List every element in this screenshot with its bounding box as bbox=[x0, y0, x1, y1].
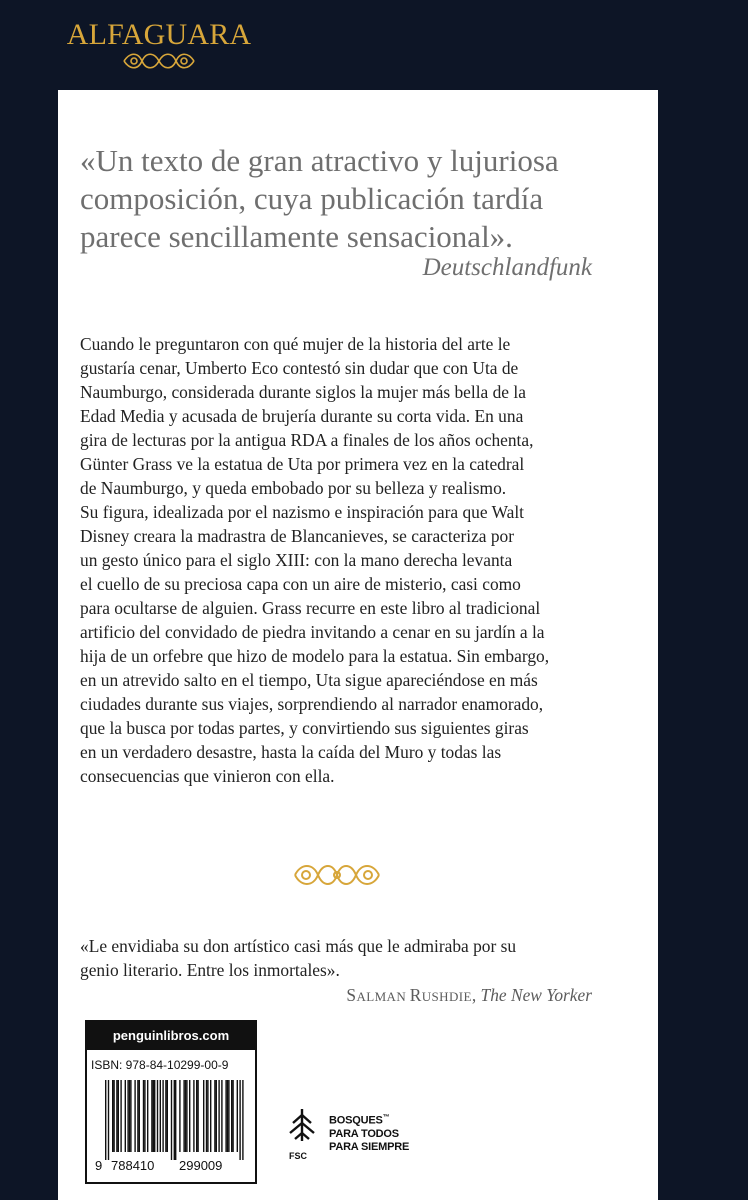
barcode-bar bbox=[196, 1080, 197, 1152]
barcode-bar bbox=[130, 1080, 131, 1152]
synopsis-line: ciudades durante sus viajes, sorprendiendo al narrador enamorado, bbox=[80, 694, 544, 714]
fsc-label: FSC bbox=[289, 1151, 307, 1161]
synopsis-line: de Naumburgo, y queda embobado por su belleza y realismo. bbox=[80, 478, 507, 498]
barcode-icon bbox=[95, 1080, 247, 1176]
barcode-bar bbox=[165, 1080, 166, 1152]
synopsis-line: Edad Media y acusada de brujería durante su corta vida. En una bbox=[80, 406, 524, 426]
barcode-bar bbox=[134, 1080, 135, 1152]
barcode-bar bbox=[193, 1080, 194, 1152]
synopsis-line: Cuando le preguntaron con qué mujer de la historia del arte le bbox=[80, 334, 511, 354]
synopsis-line: Disney creara la madrastra de Blancanieves, se caracteriza por bbox=[80, 526, 515, 546]
barcode-bar bbox=[154, 1080, 155, 1152]
fsc-slogan bbox=[329, 1111, 409, 1154]
blurb-publication: The New Yorker bbox=[480, 985, 592, 1005]
synopsis-line: en un verdadero desastre, hasta la caída del Muro y todas las bbox=[80, 742, 502, 762]
isbn-label: ISBN: 978-84-10299-00-9 bbox=[91, 1058, 229, 1072]
barcode-bar bbox=[186, 1080, 187, 1152]
blurb-source bbox=[300, 985, 592, 1006]
barcode-bar bbox=[225, 1080, 226, 1152]
barcode-bar bbox=[232, 1080, 233, 1152]
barcode-bar bbox=[171, 1080, 172, 1160]
barcode-bar bbox=[157, 1080, 158, 1152]
barcode-bar bbox=[167, 1080, 168, 1152]
barcode-box bbox=[85, 1020, 257, 1184]
publisher-website: penguinlibros.com bbox=[87, 1022, 255, 1050]
synopsis-line: Naumburgo, considerada durante siglos la mujer más bella de la bbox=[80, 382, 526, 402]
barcode-bar bbox=[210, 1080, 211, 1152]
barcode-bar bbox=[144, 1080, 145, 1152]
synopsis-line: hija de un orfebre que hizo de modelo para la estatua. Sin embargo, bbox=[80, 646, 550, 666]
barcode-bar bbox=[112, 1080, 113, 1152]
quote-line: parece sencillamente sensacional». bbox=[80, 219, 513, 254]
barcode-bar bbox=[125, 1080, 126, 1152]
blurb-line: «Le envidiaba su don artístico casi más que le admiraba por su bbox=[80, 936, 517, 956]
synopsis-line: Su figura, idealizada por el nazismo e inspiración para que Walt bbox=[80, 502, 524, 522]
barcode-bar bbox=[175, 1080, 176, 1160]
barcode-bar bbox=[228, 1080, 229, 1152]
barcode-bar bbox=[231, 1080, 232, 1152]
barcode-bar bbox=[221, 1080, 222, 1152]
barcode-bar bbox=[239, 1080, 240, 1160]
barcode-bar bbox=[151, 1080, 152, 1152]
barcode-digits: 299009 bbox=[179, 1158, 223, 1173]
fsc-badge bbox=[285, 1105, 435, 1165]
barcode-bar bbox=[242, 1080, 243, 1160]
fsc-line: PARA SIEMPRE bbox=[329, 1140, 410, 1153]
barcode-bar bbox=[116, 1080, 117, 1152]
barcode-bar bbox=[183, 1080, 184, 1152]
synopsis-line: un gesto único para el siglo XIII: con la mano derecha levanta bbox=[80, 550, 513, 570]
barcode-bar bbox=[153, 1080, 154, 1152]
fsc-line: PARA TODOS bbox=[329, 1127, 399, 1140]
barcode-digits: 9 bbox=[95, 1158, 103, 1173]
barcode-bar bbox=[108, 1080, 109, 1160]
barcode-bar bbox=[127, 1080, 128, 1152]
quote-line: «Un texto de gran atractivo y lujuriosa bbox=[80, 143, 559, 178]
barcode-bar bbox=[129, 1080, 130, 1152]
barcode-bar bbox=[237, 1080, 238, 1152]
barcode-bar bbox=[143, 1080, 144, 1152]
barcode-bar bbox=[203, 1080, 204, 1152]
barcode-bar bbox=[118, 1080, 119, 1152]
blurb-separator: , bbox=[471, 985, 481, 1005]
barcode-bar bbox=[139, 1080, 140, 1152]
barcode-bar bbox=[227, 1080, 228, 1152]
synopsis bbox=[80, 332, 600, 788]
barcode-bar bbox=[160, 1080, 161, 1152]
barcode-bar bbox=[197, 1080, 198, 1152]
barcode-bar bbox=[174, 1080, 175, 1160]
barcode-bar bbox=[137, 1080, 138, 1152]
quote-line: composición, cuya publicación tardía bbox=[80, 181, 544, 216]
divider-ornament-icon bbox=[291, 859, 383, 891]
synopsis-line: gustaría cenar, Umberto Eco contestó sin dudar que con Uta de bbox=[80, 358, 519, 378]
barcode-bar bbox=[105, 1080, 106, 1160]
barcode-bar bbox=[218, 1080, 219, 1152]
fsc-tree-icon bbox=[285, 1105, 319, 1155]
synopsis-line: que la busca por todas partes, y convirtiendo sus siguientes giras bbox=[80, 718, 529, 738]
press-quote bbox=[80, 142, 600, 256]
synopsis-line: el cuello de su preciosa capa con un aire de misterio, casi como bbox=[80, 574, 521, 594]
barcode-bar bbox=[206, 1080, 207, 1152]
quote-source: Deutschlandfunk bbox=[422, 254, 592, 281]
publisher-ornament-icon bbox=[122, 50, 196, 72]
synopsis-line: gira de lecturas por la antigua RDA a finales de los años ochenta, bbox=[80, 430, 534, 450]
barcode-digits: 788410 bbox=[111, 1158, 155, 1173]
barcode-bar bbox=[113, 1080, 114, 1152]
author-blurb bbox=[80, 934, 600, 982]
synopsis-line: en un atrevido salto en el tiempo, Uta sigue apareciéndose en más bbox=[80, 670, 538, 690]
publisher-logo-text: ALFAGUARA bbox=[66, 18, 252, 51]
barcode-bar bbox=[216, 1080, 217, 1152]
blurb-author: SALMAN RUSHDIE bbox=[346, 985, 472, 1005]
synopsis-line: artificio del convidado de piedra invitando a cenar en su jardín a la bbox=[80, 622, 545, 642]
fsc-line: BOSQUES™ bbox=[329, 1114, 390, 1127]
barcode-bar bbox=[179, 1080, 180, 1152]
synopsis-line: para ocultarse de alguien. Grass recurre en este libro al tradicional bbox=[80, 598, 541, 618]
barcode-bar bbox=[207, 1080, 208, 1152]
synopsis-line: Günter Grass ve la estatua de Uta por primera vez en la catedral bbox=[80, 454, 525, 474]
barcode-bar bbox=[162, 1080, 163, 1152]
barcode-bar bbox=[147, 1080, 148, 1152]
barcode-bar bbox=[214, 1080, 215, 1152]
barcode-bar bbox=[189, 1080, 190, 1152]
synopsis-line: consecuencias que vinieron con ella. bbox=[80, 766, 335, 786]
barcode-bar bbox=[120, 1080, 121, 1152]
barcode-bar bbox=[185, 1080, 186, 1152]
blurb-line: genio literario. Entre los inmortales». bbox=[80, 960, 340, 980]
